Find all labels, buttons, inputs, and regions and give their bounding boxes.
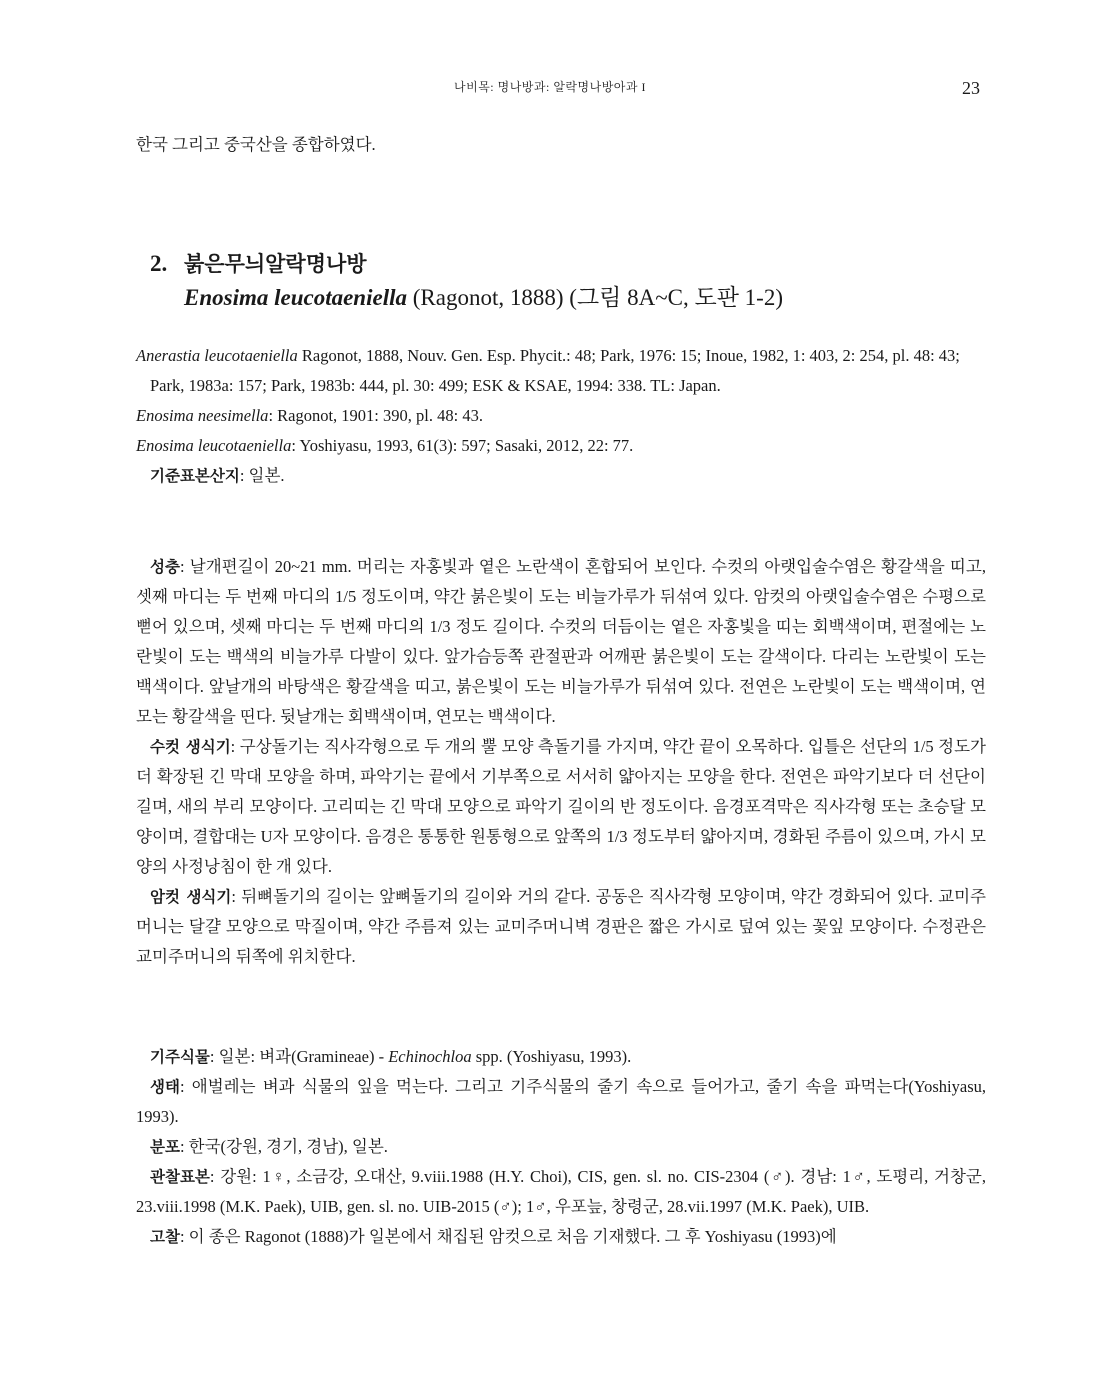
synonym-text: : Ragonot, 1901: 390, pl. 48: 43.	[268, 406, 483, 425]
ecology-paragraph	[136, 1072, 986, 1132]
type-locality-text: : 일본.	[239, 466, 285, 485]
remarks-label: 고찰	[150, 1228, 180, 1246]
synonymy	[136, 341, 986, 491]
synonym-name: Enosima leucotaeniella	[136, 436, 292, 455]
synonym-entry	[136, 401, 986, 431]
host-plants-ref: spp. (Yoshiyasu, 1993).	[471, 1047, 632, 1066]
host-genus: Echinochloa	[388, 1047, 472, 1066]
natural-history	[136, 1042, 986, 1252]
species-heading	[150, 247, 783, 315]
description	[136, 552, 986, 972]
female-genitalia-paragraph	[136, 882, 986, 972]
adult-text: : 날개편길이 20~21 mm. 머리는 자홍빛과 옅은 노란색이 혼합되어 보인다. 수컷의 아랫입술수염은 황갈색을 띠고, 셋째 마디는 두 번째 마디의 1/5 정도이며, 약간 붉은빛이 도는 비늘가루가 뒤섞여 있다. 암컷의 아랫입술수염은 수평으로 뻗어 있으며, 셋째 마디는 두 번째 마디의 1/3 정도 길이다. 수컷의 더듬이는 옅은 자홍빛을 띠는 회백색이며, 편절에는 노란빛이 도는 백색의 비늘가루 다발이 있다. 앞가슴등쪽 관절판과 어깨판 붉은빛이 도는 갈색이다. 다리는 노란빛이 도는 백색이다. 앞날개의 바탕색은 황갈색을 띠고, 붉은빛이 도는 비늘가루가 뒤섞여 있다. 전연은 노란빛이 도는 백색이며, 연모는 황갈색을 띤다. 뒷날개는 회백색이며, 연모는 백색이다.	[136, 557, 986, 726]
female-genitalia-label: 암컷 생식기	[150, 888, 232, 906]
specimens-text: : 강원: 1♀, 소금강, 오대산, 9.viii.1988 (H.Y. Choi), CIS, gen. sl. no. CIS-2304 (♂). 경남: 1♂, 도평리, 거창군, 23.viii.1998 (M.K. Paek), UIB, gen. sl. no. UIB-2015 (♂); 1♂, 우포늪, 창령군, 28.vii.1997 (M.K. Paek), UIB.	[136, 1167, 986, 1216]
heading-line-2	[150, 281, 783, 315]
ecology-label: 생태	[150, 1078, 180, 1096]
heading-line-1	[150, 247, 783, 281]
distribution-label: 분포	[150, 1138, 180, 1156]
synonym-entry	[136, 431, 986, 461]
specimens-paragraph	[136, 1162, 986, 1222]
female-genitalia-text: : 뒤뼈돌기의 길이는 앞뼈돌기의 길이와 거의 같다. 공동은 직사각형 모양이며, 약간 경화되어 있다. 교미주머니는 달걀 모양으로 막질이며, 약간 주름져 있는 교미주머니벽 경판은 짧은 가시로 덮여 있는 꽃잎 모양이다. 수정관은 교미주머니의 뒤쪽에 위치한다.	[136, 887, 986, 966]
species-figure-ref: (그림 8A~C, 도판 1-2)	[569, 285, 783, 310]
specimens-label: 관찰표본	[150, 1168, 210, 1186]
running-title: 나비목: 명나방과: 알락명나방아과 I	[454, 80, 646, 94]
type-locality	[136, 461, 986, 491]
distribution-paragraph	[136, 1132, 986, 1162]
host-plants-paragraph	[136, 1042, 986, 1072]
species-korean-name: 붉은무늬알락명나방	[184, 252, 367, 276]
male-genitalia-label: 수컷 생식기	[150, 738, 231, 756]
species-author: (Ragonot, 1888)	[412, 285, 564, 310]
adult-paragraph	[136, 552, 986, 732]
host-plants-label: 기주식물	[150, 1048, 210, 1066]
intro-line: 한국 그리고 중국산을 종합하였다.	[136, 135, 376, 154]
synonym-text: : Yoshiyasu, 1993, 61(3): 597; Sasaki, 2012, 22: 77.	[291, 436, 634, 455]
synonym-name: Enosima neesimella	[136, 406, 269, 425]
distribution-text: : 한국(강원, 경기, 경남), 일본.	[179, 1137, 388, 1156]
host-plants-text: : 일본: 벼과(Gramineae) -	[209, 1047, 389, 1066]
remarks-paragraph	[136, 1222, 986, 1252]
adult-label: 성충	[150, 558, 180, 576]
male-genitalia-text: : 구상돌기는 직사각형으로 두 개의 뿔 모양 측돌기를 가지며, 약간 끝이 오목하다. 입틀은 선단의 1/5 정도가 더 확장된 긴 막대 모양을 하며, 파악기는 끝에서 기부쪽으로 서서히 얇아지는 모양을 한다. 전연은 파악기보다 더 선단이 길며, 새의 부리 모양이다. 고리띠는 긴 막대 모양으로 파악기 길이의 반 정도이다. 음경포격막은 직사각형 또는 초승달 모양이며, 결합대는 U자 모양이다. 음경은 통통한 원통형으로 앞쪽의 1/3 정도부터 얇아지며, 경화된 주름이 있으며, 가시 모양의 사정낭침이 한 개 있다.	[136, 737, 986, 876]
remarks-text: : 이 종은 Ragonot (1888)가 일본에서 채집된 암컷으로 처음 기재했다. 그 후 Yoshiyasu (1993)에	[179, 1227, 837, 1246]
species-scientific-name: Enosima leucotaeniella	[184, 285, 407, 310]
synonym-text: Ragonot, 1888, Nouv. Gen. Esp. Phycit.: 48; Park, 1976: 15; Inoue, 1982, 1: 403, 2: 254, pl. 48: 43; Park, 1983a: 157; Park, 1983b: 444, pl. 30: 499; ESK & KSAE, 1994: 338. TL: Japan.	[150, 346, 960, 395]
species-number: 2.	[150, 251, 168, 276]
ecology-text: : 애벌레는 벼과 식물의 잎을 먹는다. 그리고 기주식물의 줄기 속으로 들어가고, 줄기 속을 파먹는다(Yoshiyasu, 1993).	[136, 1077, 986, 1126]
type-locality-label: 기준표본산지	[150, 467, 240, 485]
page-number: 23	[962, 78, 980, 98]
synonym-entry	[136, 341, 986, 401]
male-genitalia-paragraph	[136, 732, 986, 882]
synonym-name: Anerastia leucotaeniella	[136, 346, 298, 365]
